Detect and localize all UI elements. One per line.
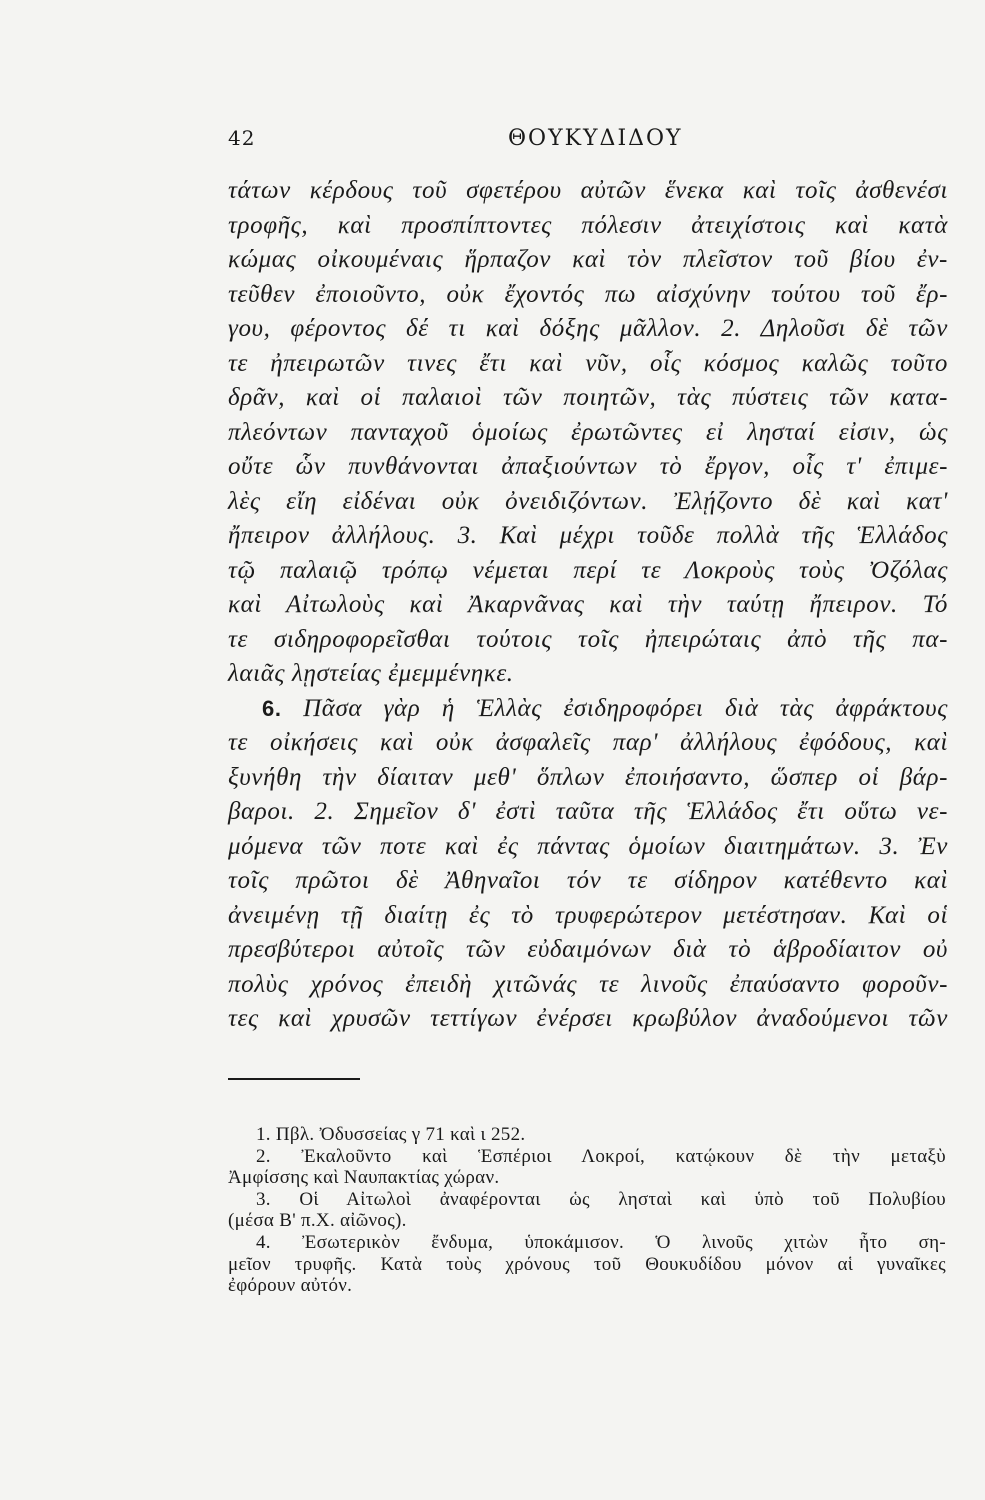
text-line: ξυνήθη τὴν δίαιταν μεθ' ὅπλων ἐποιήσαντο, ὥσπερ οἱ βάρ-: [228, 763, 948, 791]
chapter-first-line-text: Πᾶσα γὰρ ἡ Ἑλλὰς ἐσιδηροφόρει διὰ τὰς ἀφράκτους: [303, 694, 948, 722]
text-line: τε ἠπειρωτῶν τινες ἔτι καὶ νῦν, οἷς κόσμος καλῶς τοῦτο: [228, 349, 948, 377]
text-line: μόμενα τῶν ποτε καὶ ἐς πάντας ὁμοίων διαιτημάτων. 3. Ἐν: [228, 832, 948, 860]
text-line: τοῖς πρῶτοι δὲ Ἀθηναῖοι τόν τε σίδηρον κατέθεντο καὶ: [228, 867, 948, 894]
page-number: 42: [228, 126, 256, 150]
text-line: ἀνειμένῃ τῇ διαίτῃ ἐς τὸ τρυφερώτερον μετέστησαν. Καὶ οἱ: [228, 901, 948, 929]
text-line: τεῦθεν ἐποιοῦντο, οὐκ ἔχοντός πω αἰσχύνην τούτου τοῦ ἔρ-: [228, 280, 948, 308]
footnote-line: (μέσα Β' π.Χ. αἰῶνος).: [228, 1210, 407, 1232]
text-line: τῷ παλαιῷ τρόπῳ νέμεται περί τε Λοκροὺς τοὺς Ὀζόλας: [228, 556, 948, 584]
text-line: κώμας οἰκουμέναις ἥρπαζον καὶ τὸν πλεῖστον τοῦ βίου ἐν-: [228, 246, 948, 273]
text-line: οὔτε ὧν πυνθάνονται ἀπαξιούντων τὸ ἔργον, οἷς τ' ἐπιμε-: [228, 453, 948, 480]
text-line: πολὺς χρόνος ἐπειδὴ χιτῶνάς τε λινοῦς ἐπαύσαντο φοροῦν-: [228, 970, 948, 998]
text-line: καὶ Αἰτωλοὺς καὶ Ἀκαρνᾶνας καὶ τὴν ταύτῃ ἤπειρον. Τό: [228, 591, 948, 618]
footnote-line: Ἀμφίσσης καὶ Ναυπακτίας χώραν.: [228, 1167, 500, 1189]
text-line: πλεόντων πανταχοῦ ὁμοίως ἐρωτῶντες εἰ λησταί εἰσιν, ὡς: [228, 418, 948, 446]
footnote-line: 4. Ἐσωτερικὸν ἔνδυμα, ὑποκάμισον. Ὁ λινοῦς χιτὼν ἦτο ση-: [256, 1231, 946, 1253]
text-line: λαιᾶς λῃστείας ἐμεμμένηκε.: [228, 660, 514, 687]
text-line: τροφῆς, καὶ προσπίπτοντες πόλεσιν ἀτειχίστοις καὶ κατὰ: [228, 211, 948, 239]
footnote-line: ἐφόρουν αὐτόν.: [228, 1275, 353, 1297]
footnote-line: μεῖον τρυφῆς. Κατὰ τοὺς χρόνους τοῦ Θουκυδίδου μόνον αἱ γυναῖκες: [228, 1253, 946, 1275]
footnote-line: 2. Ἐκαλοῦντο καὶ Ἑσπέριοι Λοκροί, κατῴκουν δὲ τὴν μεταξὺ: [256, 1145, 946, 1167]
chapter-first-line: [228, 692, 948, 727]
text-line: λὲς εἴη εἰδέναι οὐκ ὀνειδιζόντων. Ἐλῄζοντο δὲ καὶ κατ': [228, 487, 948, 515]
footnote-line: 3. Οἱ Αἰτωλοὶ ἀναφέρονται ὡς λησταὶ καὶ ὑπὸ τοῦ Πολυβίου: [256, 1188, 946, 1210]
text-line: πρεσβύτεροι αὐτοῖς τῶν εὐδαιμόνων διὰ τὸ ἁβροδίαιτον οὐ: [228, 936, 948, 963]
text-line: ἤπειρον ἀλλήλους. 3. Καὶ μέχρι τοῦδε πολλὰ τῆς Ἑλλάδος: [228, 522, 948, 549]
text-line: τες καὶ χρυσῶν τεττίγων ἐνέρσει κρωβύλον ἀναδούμενοι τῶν: [228, 1005, 948, 1032]
running-title: ΘΟΥΚΥΔΙΔΟΥ: [508, 126, 683, 151]
chapter-number: 6.: [262, 695, 282, 721]
page-header: [228, 122, 945, 162]
text-line: βαροι. 2. Σημεῖον δ' ἐστὶ ταῦτα τῆς Ἑλλάδος ἔτι οὕτω νε-: [228, 798, 948, 825]
footnote-divider: [228, 1078, 360, 1080]
text-line: τε σιδηροφορεῖσθαι τούτοις τοῖς ἠπειρώταις ἀπὸ τῆς πα-: [228, 625, 948, 653]
main-text: [228, 174, 948, 1037]
footnote-line: 1. Πβλ. Ὀδυσσείας γ 71 καὶ ι 252.: [256, 1124, 526, 1145]
text-line: τε οἰκήσεις καὶ οὐκ ἀσφαλεῖς παρ' ἀλλήλους ἐφόδους, καὶ: [228, 729, 948, 756]
text-line: γου, φέροντος δέ τι καὶ δόξης μᾶλλον. 2. Δηλοῦσι δὲ τῶν: [228, 315, 948, 342]
text-line: τάτων κέρδους τοῦ σφετέρου αὐτῶν ἕνεκα καὶ τοῖς ἀσθενέσι: [228, 177, 948, 204]
footnotes: [228, 1124, 946, 1297]
text-line: δρᾶν, καὶ οἱ παλαιοὶ τῶν ποιητῶν, τὰς πύστεις τῶν κατα-: [228, 384, 948, 411]
